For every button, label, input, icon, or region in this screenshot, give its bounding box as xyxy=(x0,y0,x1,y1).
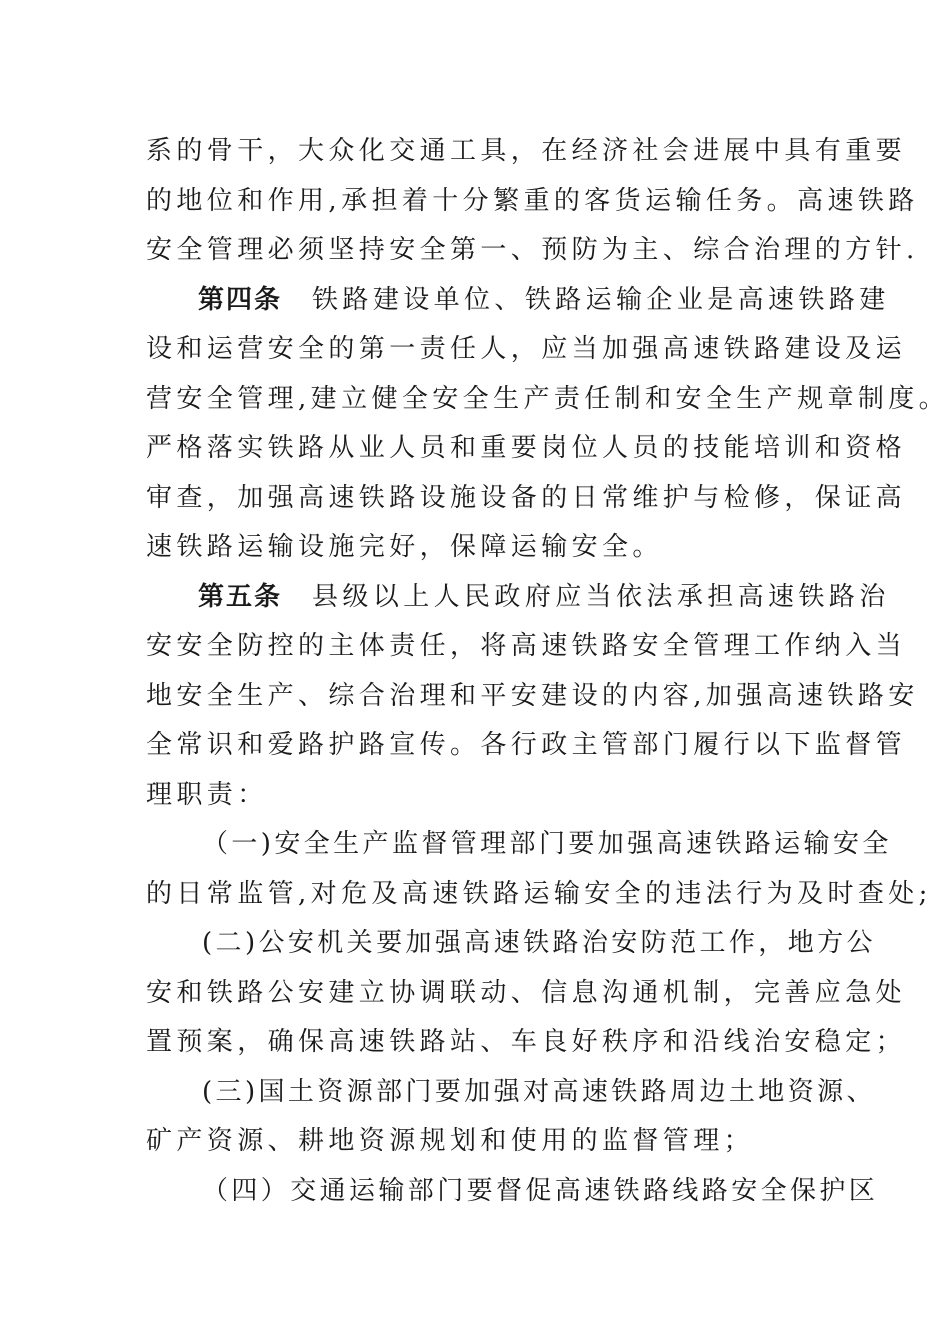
text-line: 安和铁路公安建立协调联动、信息沟通机制，完善应急处 xyxy=(146,977,907,1008)
text-line: 设和运营安全的第一责任人，应当加强高速铁路建设及运 xyxy=(146,334,907,364)
text-line: 速铁路运输设施完好，保障运输安全。 xyxy=(146,532,663,562)
paragraph-item-2 xyxy=(146,919,907,1068)
text-line: 严格落实铁路从业人员和重要岗位人员的技能培训和资格 xyxy=(146,433,907,463)
text-line-content: 铁路建设单位、铁路运输企业是高速铁路建 xyxy=(312,284,890,315)
text-line: 营安全管理,建立健全安全生产责任制和安全生产规章制度。 xyxy=(146,383,950,414)
paragraph-item-4 xyxy=(146,1167,879,1217)
document-body xyxy=(146,127,950,1216)
text-line: (三)国土资源部门要加强对高速铁路周边土地资源、 xyxy=(202,1076,876,1107)
text-line-content: 县级以上人民政府应当依法承担高速铁路治 xyxy=(312,581,890,612)
article-heading: 第四条 xyxy=(198,284,283,315)
text-line: 理职责： xyxy=(146,779,268,810)
text-line: 的地位和作用,承担着十分繁重的客货运输任务。高速铁路 xyxy=(146,185,919,216)
text-line: 矿产资源、耕地资源规划和使用的监督管理； xyxy=(146,1126,755,1156)
text-line: (二)公安机关要加强高速铁路治安防范工作，地方公 xyxy=(202,928,876,958)
paragraph-article-5 xyxy=(146,573,919,821)
text-line xyxy=(146,276,890,326)
text-line: （一)安全生产监督管理部门要加强高速铁路运输安全 xyxy=(202,829,892,859)
text-line: 系的骨干，大众化交通工具，在经济社会进展中具有重要 xyxy=(146,136,907,166)
paragraph-article-4 xyxy=(146,276,950,573)
text-line: 安全管理必须坚持安全第一、预防为主、综合治理的方针. xyxy=(146,235,919,265)
paragraph-continuation xyxy=(146,127,919,276)
text-line: 全常识和爱路护路宣传。各行政主管部门履行以下监督管 xyxy=(146,730,907,760)
text-line: （四）交通运输部门要督促高速铁路线路安全保护区 xyxy=(202,1175,879,1206)
text-line: 地安全生产、综合治理和平安建设的内容,加强高速铁路安 xyxy=(146,680,919,711)
text-line xyxy=(146,573,890,623)
text-line: 置预案，确保高速铁路站、车良好秩序和沿线治安稳定； xyxy=(146,1027,907,1057)
paragraph-item-3 xyxy=(146,1068,876,1167)
text-line: 审查，加强高速铁路设施设备的日常维护与检修，保证高 xyxy=(146,482,907,513)
article-heading: 第五条 xyxy=(198,581,283,612)
text-line: 安安全防控的主体责任，将高速铁路安全管理工作纳入当 xyxy=(146,631,907,661)
paragraph-item-1 xyxy=(146,820,932,919)
text-line: 的日常监管,对危及高速铁路运输安全的违法行为及时查处; xyxy=(146,878,932,909)
